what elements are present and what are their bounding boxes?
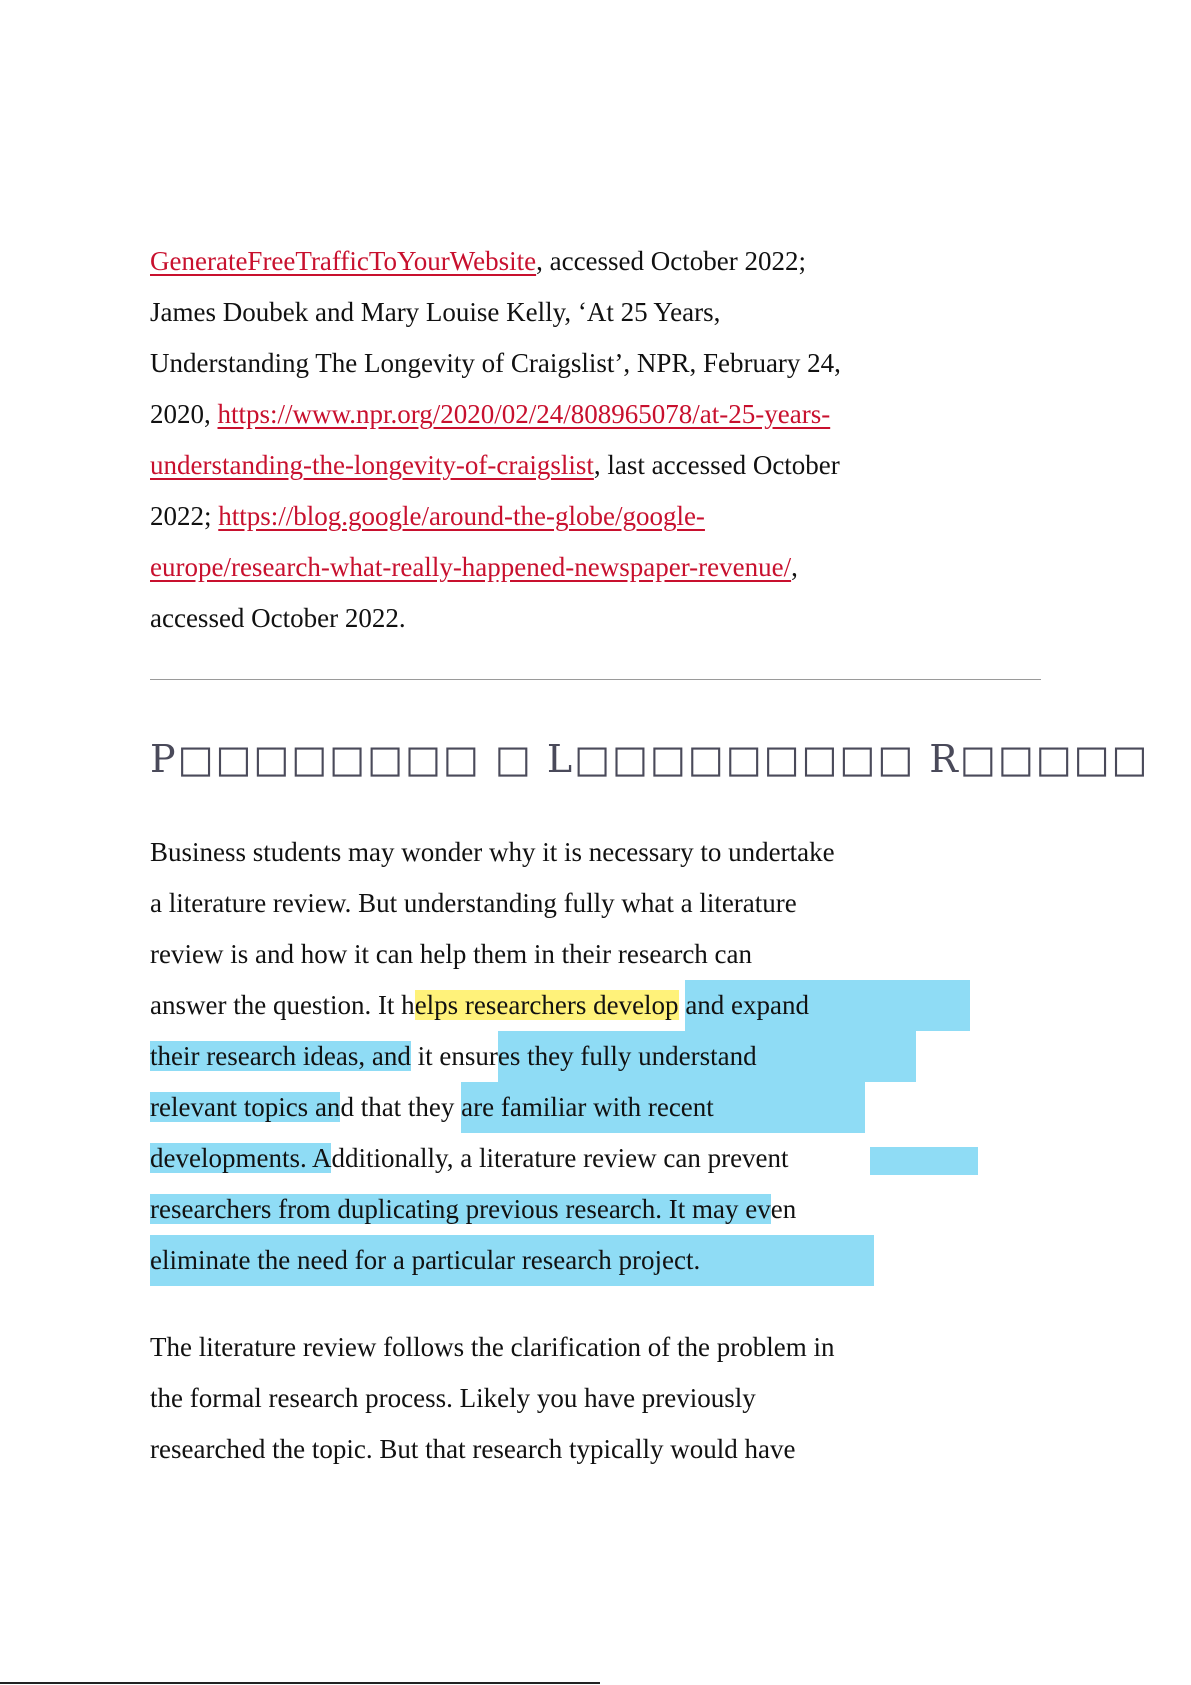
blue-highlight: developments. A <box>150 1143 332 1173</box>
reference-line <box>150 389 1050 440</box>
blue-highlight: researchers from duplicating previous research. It may ev <box>150 1194 771 1224</box>
text-segment: answer the question. It h <box>150 990 415 1020</box>
reference-text: 2020, <box>150 399 218 429</box>
paragraph-literature-review-process <box>150 1322 1050 1475</box>
text-segment <box>679 990 686 1020</box>
text-line <box>150 1235 1050 1286</box>
text-line <box>150 1184 1050 1235</box>
text-line <box>150 1031 1050 1082</box>
reference-line <box>150 542 1050 593</box>
text-line <box>150 1082 1050 1133</box>
reference-line: Understanding The Longevity of Craigslist’, NPR, February 24, <box>150 348 841 378</box>
text-line: a literature review. But understanding fully what a literature <box>150 888 797 918</box>
page-bottom-rule <box>0 1682 600 1684</box>
text-segment: d that they <box>340 1092 462 1122</box>
section-heading: P□□□□□□□□ □ L□□□□□□□□□ R□□□□□ <box>150 737 1150 781</box>
yellow-highlight: elps researchers develop <box>414 990 679 1020</box>
text-line: the formal research process. Likely you have previously <box>150 1383 756 1413</box>
reference-text: , accessed October 2022; <box>536 246 807 276</box>
text-line: researched the topic. But that research typically would have <box>150 1434 796 1464</box>
text-segment: dditionally, a literature review can prevent <box>331 1143 789 1173</box>
blue-highlight: are familiar with recent <box>461 1082 865 1133</box>
blue-highlight: es they fully understand <box>498 1031 916 1082</box>
reference-line: accessed October 2022. <box>150 603 406 633</box>
text-line <box>150 1133 1050 1184</box>
reference-line <box>150 491 1050 542</box>
text-segment: en <box>770 1194 797 1224</box>
npr-link[interactable]: https://www.npr.org/2020/02/24/808965078/at-25-years- <box>217 399 831 429</box>
reference-text: , <box>791 552 798 582</box>
blue-highlight: their research ideas, and <box>150 1041 411 1071</box>
section-divider <box>150 679 1041 680</box>
reference-text: 2022; <box>150 501 219 531</box>
paragraph <box>150 1322 1050 1475</box>
references-block <box>150 236 1050 644</box>
text-line: review is and how it can help them in their research can <box>150 939 753 969</box>
blue-highlight: relevant topics an <box>150 1092 341 1122</box>
reference-line: James Doubek and Mary Louise Kelly, ‘At 25 Years, <box>150 297 721 327</box>
text-line: Business students may wonder why it is necessary to undertake <box>150 837 835 867</box>
reference-text: , last accessed October <box>593 450 840 480</box>
reference-list <box>150 236 1050 644</box>
text-line <box>150 980 1050 1031</box>
reference-line <box>150 440 1050 491</box>
reference-link[interactable]: GenerateFreeTrafficToYourWebsite <box>150 246 537 276</box>
google-blog-link[interactable]: https://blog.google/around-the-globe/google- <box>218 501 705 531</box>
paragraph-why-literature-review <box>150 827 1050 1286</box>
paragraph <box>150 827 1050 1286</box>
reference-line <box>150 236 1050 287</box>
blue-highlight: and expand <box>685 980 970 1031</box>
blue-highlight: eliminate the need for a particular research project. <box>150 1235 874 1286</box>
npr-link-continued[interactable]: understanding-the-longevity-of-craigslist <box>150 450 594 480</box>
text-line: The literature review follows the clarification of the problem in <box>150 1332 835 1362</box>
google-blog-link-continued[interactable]: europe/research-what-really-happened-newspaper-revenue/ <box>150 552 792 582</box>
text-segment: it ensur <box>410 1041 498 1071</box>
